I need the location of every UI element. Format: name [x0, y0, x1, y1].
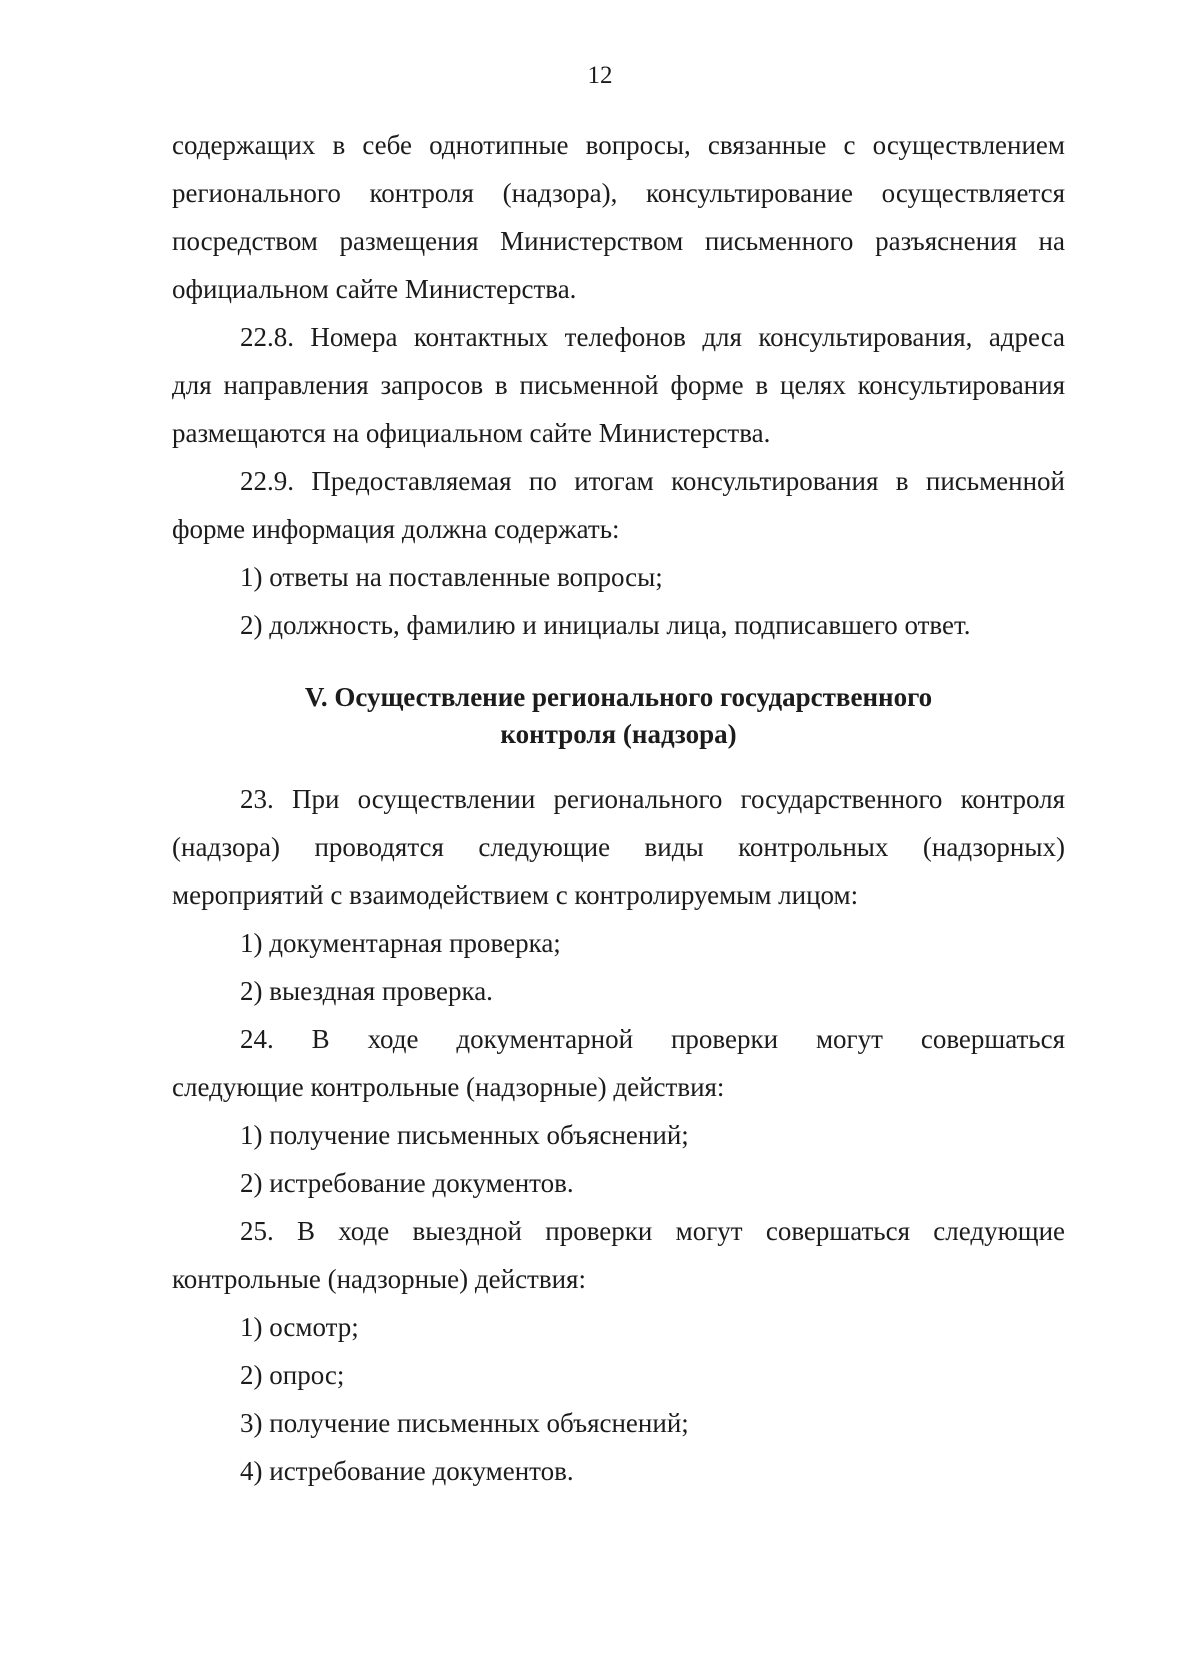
section-heading	[172, 679, 1065, 753]
page-number: 12	[587, 62, 613, 89]
list-25	[172, 1303, 1065, 1495]
list-item: 2) истребование документов.	[240, 1168, 574, 1198]
text-line: посредством размещения Министерством письменного разъяснения на	[172, 226, 1065, 256]
section-heading-line: контроля (надзора)	[500, 719, 737, 749]
list-item: 3) получение письменных объяснений;	[240, 1408, 689, 1438]
text-line: официальном сайте Министерства.	[172, 274, 577, 304]
list-item: 1) ответы на поставленные вопросы;	[240, 562, 663, 592]
text-line: для направления запросов в письменной форме в целях консультирования	[172, 370, 1065, 400]
text-line: мероприятий с взаимодействием с контролируемым лицом:	[172, 880, 859, 910]
section-heading-line: V. Осуществление регионального государственного	[304, 682, 933, 712]
text-line: 22.9. Предоставляемая по итогам консультирования в письменной	[240, 466, 1065, 496]
list-22-9	[172, 553, 1065, 649]
list-item: 2) должность, фамилию и инициалы лица, подписавшего ответ.	[240, 610, 971, 640]
paragraph-22-8	[172, 313, 1065, 457]
list-item: 1) получение письменных объяснений;	[240, 1120, 689, 1150]
text-line: 23. При осуществлении регионального государственного контроля	[240, 784, 1065, 814]
text-line: 22.8. Номера контактных телефонов для консультирования, адреса	[240, 322, 1065, 352]
text-line: размещаются на официальном сайте Министерства.	[172, 418, 771, 448]
text-line: 25. В ходе выездной проверки могут совершаться следующие	[240, 1216, 1065, 1246]
list-item: 1) осмотр;	[240, 1312, 359, 1342]
text-line: регионального контроля (надзора), консультирование осуществляется	[172, 178, 1065, 208]
text-line: контрольные (надзорные) действия:	[172, 1264, 586, 1294]
list-item: 2) выездная проверка.	[240, 976, 493, 1006]
paragraph-25	[172, 1207, 1065, 1303]
list-item: 2) опрос;	[240, 1360, 345, 1390]
list-item: 4) истребование документов.	[240, 1456, 574, 1486]
text-line: форме информация должна содержать:	[172, 514, 620, 544]
document-body	[172, 121, 1065, 1495]
list-24	[172, 1111, 1065, 1207]
paragraph-24	[172, 1015, 1065, 1111]
text-line: 24. В ходе документарной проверки могут совершаться	[240, 1024, 1065, 1054]
paragraph-23	[172, 775, 1065, 919]
list-23	[172, 919, 1065, 1015]
paragraph-continuation	[172, 121, 1065, 313]
text-line: (надзора) проводятся следующие виды контрольных (надзорных)	[172, 832, 1065, 862]
text-line: содержащих в себе однотипные вопросы, связанные с осуществлением	[172, 130, 1065, 160]
text-line: следующие контрольные (надзорные) действия:	[172, 1072, 725, 1102]
list-item: 1) документарная проверка;	[240, 928, 561, 958]
paragraph-22-9	[172, 457, 1065, 553]
